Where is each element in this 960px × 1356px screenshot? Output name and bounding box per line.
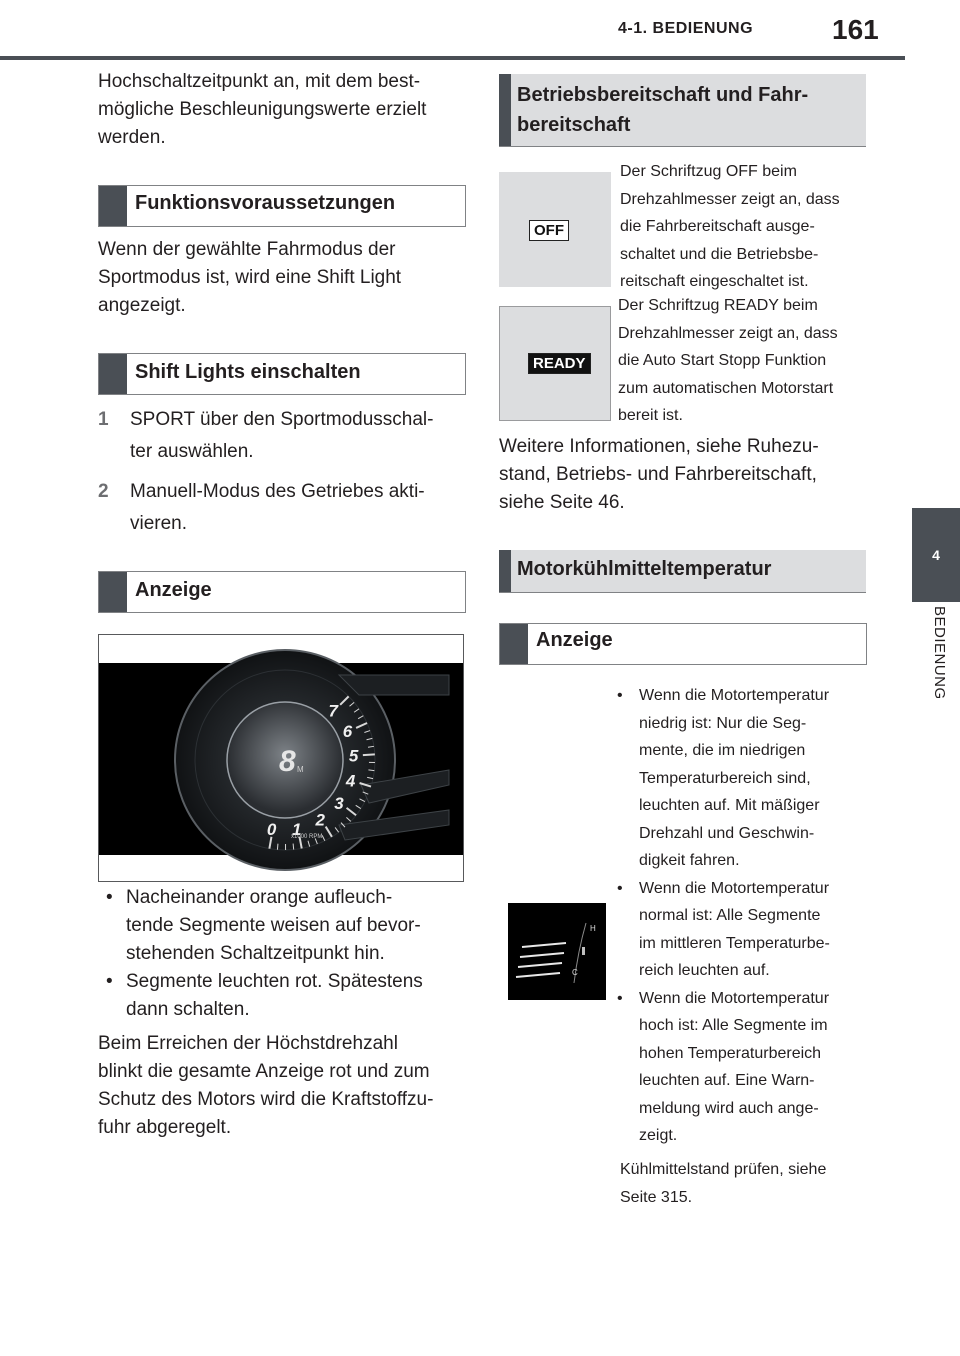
heading-bar (499, 550, 511, 592)
bullet-list (98, 884, 468, 1024)
chapter-label: BEDIENUNG (931, 606, 948, 700)
step-text: Manuell-Modus des Getriebes akti- vieren. (130, 481, 425, 534)
heading-text: Anzeige (536, 629, 613, 651)
heading-text: Funktionsvoraussetzungen (135, 192, 396, 214)
bullet-text: Wenn die Motortemperatur hoch ist: Alle Segmente im hohen Temperaturbereich leuchten auf. Eine Warn- meldung wird auch ange- zeigt. (639, 989, 830, 1144)
bullet-item: • Wenn die Motortemperatur normal ist: Alle Segmente im mittleren Temperaturbe- reich leuchten auf. (617, 879, 830, 979)
gauge-tick-label: 7 (328, 701, 338, 721)
heading-text: Shift Lights einschalten (135, 361, 361, 383)
step-number: 1 (98, 409, 109, 430)
ready-indicator-figure (499, 306, 611, 421)
tachometer-figure (98, 634, 464, 882)
temperature-gauge-graphic (508, 903, 606, 1000)
heading-text: Anzeige (135, 579, 212, 601)
gauge-tick (368, 770, 374, 771)
step-text: SPORT über den Sportmodusschal- ter auswählen. (130, 409, 434, 462)
step-item (98, 476, 468, 540)
chapter-tab: 4 (912, 508, 960, 602)
temperature-bullets (613, 682, 873, 1150)
section-heading-shift-lights (98, 353, 466, 395)
bullet-item: • Segmente leuchten rot. Spätestens dann schalten. (106, 971, 423, 1020)
mode-indicator: M (297, 765, 304, 774)
gauge-tick-label: 1 (292, 819, 302, 839)
off-description: Der Schriftzug OFF beim Drehzahlmesser zeigt an, dass die Fahrbereitschaft ausge- schaltet und die Betriebsbe- reitschaft eingeschaltet ist. (620, 163, 840, 290)
cold-label: C (572, 968, 578, 977)
off-indicator-figure (499, 172, 611, 287)
section-header: 4-1. BEDIENUNG (618, 20, 754, 37)
bullet-item: • Nacheinander orange aufleuch- tende Segmente weisen auf bevor- stehenden Schaltzeitpunkt hin. (106, 887, 421, 964)
off-label: OFF (529, 220, 569, 241)
steps-list (98, 404, 468, 540)
heading-bar (99, 186, 127, 226)
heading-bar (99, 572, 127, 612)
bullet-text: Wenn die Motortemperatur normal ist: Alle Segmente im mittleren Temperaturbe- reich leuchten auf. (639, 879, 830, 979)
bullet-item: • Wenn die Motortemperatur hoch ist: Alle Segmente im hohen Temperaturbereich leuchten auf. Eine Warn- meldung wird auch ange- zeigt. (617, 989, 830, 1144)
gauge-tick-label: 4 (345, 771, 356, 791)
step-number: 2 (98, 481, 109, 502)
gauge-tick (293, 844, 294, 850)
temperature-gauge-figure (508, 903, 606, 1000)
heading-text: Motorkühlmitteltemperatur (517, 558, 772, 580)
intro-paragraph: Hochschaltzeitpunkt an, mit dem best- mögliche Beschleunigungswerte erzielt werden. (98, 71, 427, 148)
heading-text: Betriebsbereitschaft und Fahr- bereitschaft (517, 84, 809, 136)
bullet-text: Wenn die Motortemperatur niedrig ist: Nur die Seg- mente, die im niedrigen Temperaturbereich sind, leuchten auf. Mit mäßiger Drehzahl und Geschwin- digkeit fahren. (639, 687, 830, 869)
bullet-text: Nacheinander orange aufleuch- tende Segmente weisen auf bevor- stehenden Schaltzeitpunkt hin. (126, 887, 421, 964)
heading-bar (499, 74, 511, 146)
gauge-tick-label: 2 (315, 810, 325, 830)
header-rule (0, 56, 905, 60)
section-heading-betriebsbereitschaft (499, 74, 866, 147)
gear-indicator: 8 (279, 745, 296, 778)
ready-description: Der Schriftzug READY beim Drehzahlmesser zeigt an, dass die Auto Start Stopp Funktion zum automatischen Motorstart bereit ist. (618, 297, 838, 424)
page-number: 161 (832, 14, 879, 45)
heading-bar (500, 624, 528, 664)
requirements-paragraph: Wenn der gewählte Fahrmodus der Sportmodus ist, wird eine Shift Light angezeigt. (98, 239, 402, 316)
gauge-tick-label: 0 (266, 819, 277, 839)
section-heading-funktionsvoraussetzungen (98, 185, 466, 227)
section-heading-motorkuehlmittel (499, 550, 866, 593)
more-info-paragraph: Weitere Informationen, siehe Ruhezu- stand, Betriebs- und Fahrbereitschaft, siehe Seite 46. (499, 436, 819, 513)
gauge-tick (277, 844, 278, 850)
step-item (98, 404, 468, 468)
ready-label: READY (528, 353, 591, 374)
heading-bar (99, 354, 127, 394)
outro-paragraph: Beim Erreichen der Höchstdrehzahl blinkt die gesamte Anzeige rot und zum Schutz des Motors wird die Kraftstoffzu- fuhr abgeregelt. (98, 1033, 434, 1138)
section-heading-anzeige (98, 571, 466, 613)
section-heading-anzeige-temp (499, 623, 867, 665)
tachometer-graphic (99, 635, 463, 881)
gauge-tick-label: 6 (342, 722, 353, 742)
rpm-unit: x1000 RPM (291, 834, 323, 840)
gauge-tick (363, 754, 375, 755)
coolant-note: Kühlmittelstand prüfen, siehe Seite 315. (620, 1161, 827, 1206)
hot-label: H (590, 924, 596, 933)
bullet-item: • Wenn die Motortemperatur niedrig ist: Nur die Seg- mente, die im niedrigen Temperaturbereich sind, leuchten auf. Mit mäßiger Drehzahl und Geschwin- digkeit fahren. (617, 687, 830, 869)
bullet-text: Segmente leuchten rot. Spätestens dann schalten. (126, 971, 423, 1020)
gauge-tick-label: 3 (334, 793, 344, 813)
gauge-tick-label: 5 (348, 746, 359, 766)
